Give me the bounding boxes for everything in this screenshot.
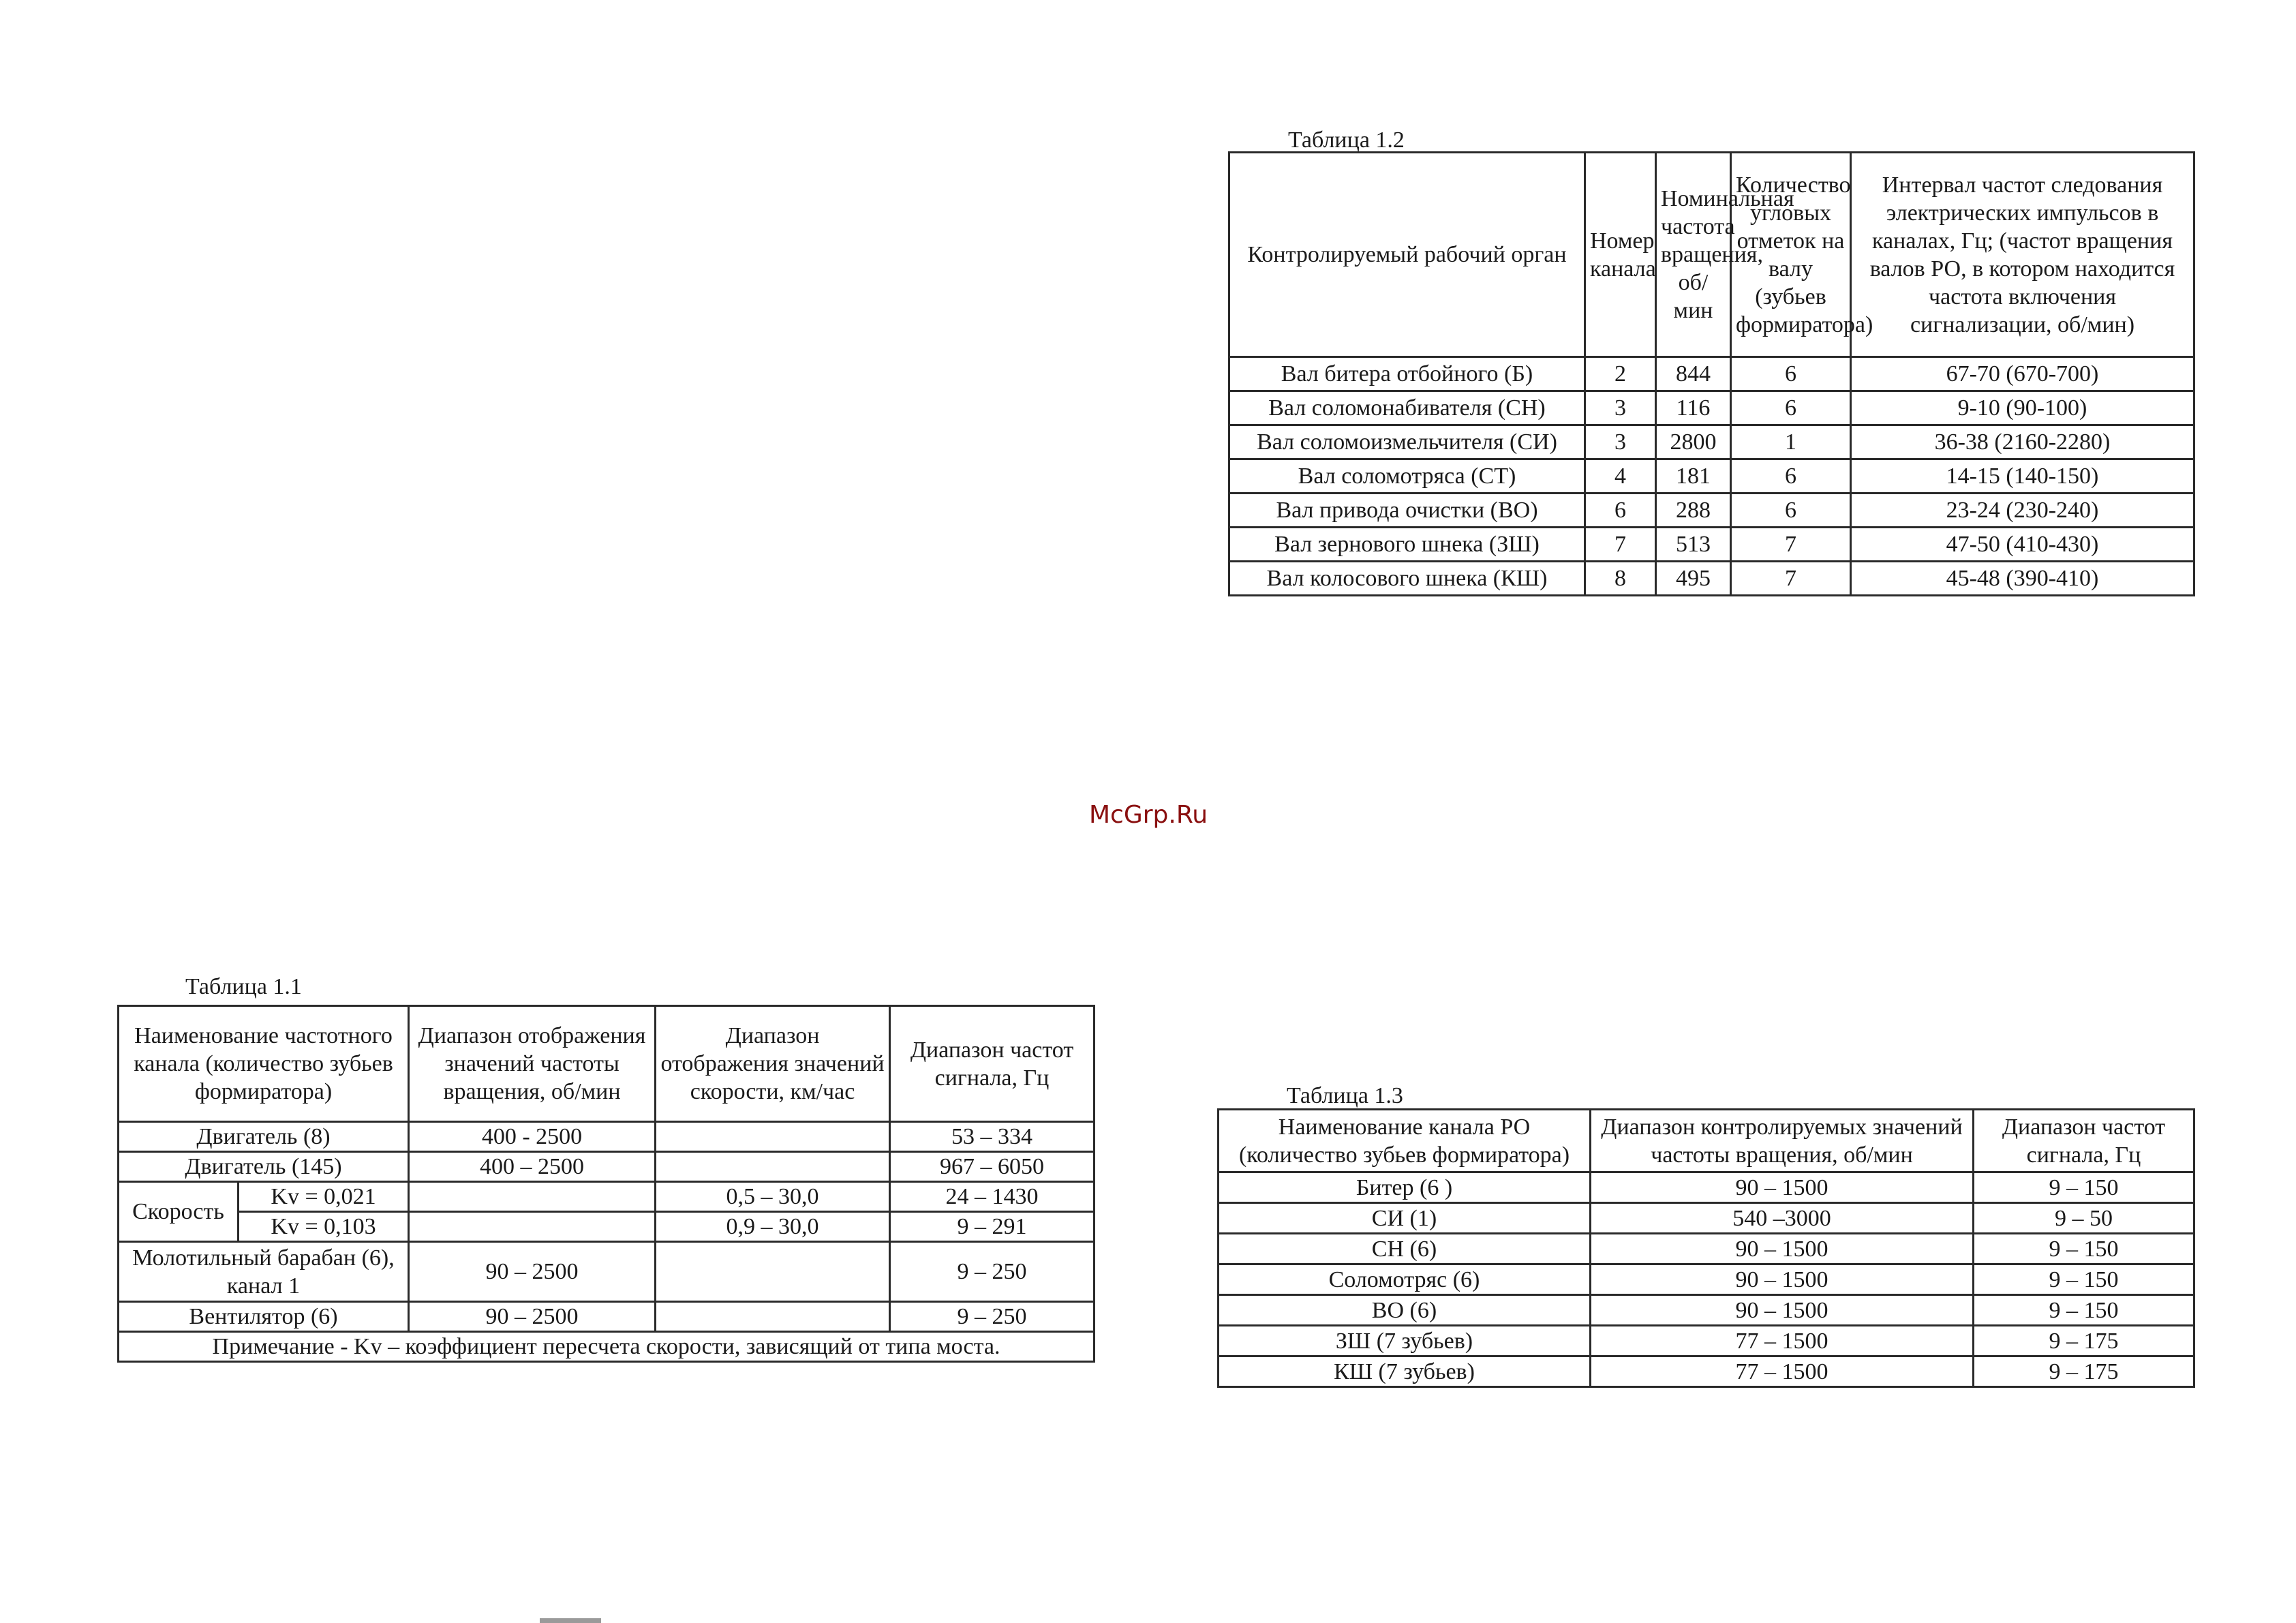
t12-cell: 45-48 (390-410) (1851, 562, 2194, 596)
t12-header-organ: Контролируемый рабочий орган (1229, 153, 1585, 357)
t12-cell: 8 (1585, 562, 1656, 596)
table-1-3 (1217, 1108, 2195, 1388)
t13-cell: Битер (6 ) (1219, 1172, 1591, 1203)
t12-cell: Вал битера отбойного (Б) (1229, 357, 1585, 391)
t13-cell: КШ (7 зубьев) (1219, 1356, 1591, 1387)
t12-cell: Вал соломоизмельчителя (СИ) (1229, 425, 1585, 459)
t13-cell: 9 – 50 (1974, 1203, 2194, 1234)
table-row (1229, 459, 2194, 494)
t13-cell: 77 – 1500 (1591, 1356, 1974, 1387)
table-1-2-caption: Таблица 1.2 (1288, 127, 1405, 153)
t11-cell (409, 1212, 656, 1242)
table-row (1219, 1203, 2194, 1234)
t12-cell: 2800 (1656, 425, 1731, 459)
t11-note: Примечание - Kv – коэффициент пересчета скорости, зависящий от типа моста. (119, 1332, 1095, 1362)
t12-cell: Вал соломонабивателя (СН) (1229, 391, 1585, 425)
table-row (1219, 1356, 2194, 1387)
t12-cell: 181 (1656, 459, 1731, 494)
t11-cell: 53 – 334 (890, 1122, 1095, 1152)
t13-cell: 90 – 1500 (1591, 1172, 1974, 1203)
t12-cell: 23-24 (230-240) (1851, 494, 2194, 528)
page-edge-mark (540, 1618, 601, 1623)
t11-cell: 9 – 291 (890, 1212, 1095, 1242)
table-1-3-caption: Таблица 1.3 (1287, 1083, 1403, 1108)
t13-header-channel-name: Наименование канала РО (количество зубьев формиратора) (1219, 1110, 1591, 1172)
t11-cell: 9 – 250 (890, 1302, 1095, 1332)
t12-cell: 495 (1656, 562, 1731, 596)
t11-cell: 0,9 – 30,0 (656, 1212, 890, 1242)
t12-cell: 3 (1585, 425, 1656, 459)
table-row (1229, 528, 2194, 562)
t11-header-frequency-range: Диапазон частот сигнала, Гц (890, 1006, 1095, 1122)
table-row (119, 1152, 1095, 1182)
t11-cell: 9 – 250 (890, 1242, 1095, 1302)
table-row (1219, 1295, 2194, 1326)
t11-cell (656, 1152, 890, 1182)
t12-cell: 7 (1731, 528, 1851, 562)
t13-cell: ЗШ (7 зубьев) (1219, 1326, 1591, 1356)
table-row (119, 1122, 1095, 1152)
t12-cell: 844 (1656, 357, 1731, 391)
table-row (1229, 494, 2194, 528)
t12-header-rpm: Номинальная частота вращения, об/мин (1656, 153, 1731, 357)
t12-cell: 6 (1731, 459, 1851, 494)
t13-cell: 90 – 1500 (1591, 1264, 1974, 1295)
t13-cell: 9 – 175 (1974, 1356, 2194, 1387)
t13-cell: ВО (6) (1219, 1295, 1591, 1326)
t11-cell (656, 1302, 890, 1332)
table-row (1229, 357, 2194, 391)
t13-cell: СН (6) (1219, 1234, 1591, 1264)
t12-cell: Вал соломотряса (СТ) (1229, 459, 1585, 494)
t11-header-speed-range: Диапазон отображения значений скорости, км/час (656, 1006, 890, 1122)
t11-cell: 400 - 2500 (409, 1122, 656, 1152)
t12-header-marks: Количество угловых отметок на валу (зубьев формиратора) (1731, 153, 1851, 357)
t12-header-interval: Интервал частот следования электрических импульсов в каналах, Гц; (частот вращения валов РО, в котором находится частота включения сигнализации, об/мин) (1851, 153, 2194, 357)
t11-speed-label: Скорость (119, 1182, 239, 1242)
t11-cell: 0,5 – 30,0 (656, 1182, 890, 1212)
t11-cell: Двигатель (145) (119, 1152, 409, 1182)
t12-header-channel: Номер канала (1585, 153, 1656, 357)
table-row (1229, 562, 2194, 596)
table-row (1219, 1264, 2194, 1295)
t12-cell: 67-70 (670-700) (1851, 357, 2194, 391)
table-1-1-header-row (119, 1006, 1095, 1122)
table-row (1229, 425, 2194, 459)
t11-cell (656, 1242, 890, 1302)
t12-cell: Вал привода очистки (ВО) (1229, 494, 1585, 528)
table-row (119, 1302, 1095, 1332)
t12-cell: 6 (1731, 391, 1851, 425)
table-1-1 (117, 1005, 1095, 1363)
table-row (1229, 391, 2194, 425)
t12-cell: 1 (1731, 425, 1851, 459)
t12-cell: 6 (1731, 357, 1851, 391)
t13-cell: Соломотряс (6) (1219, 1264, 1591, 1295)
t11-header-channel-name: Наименование частотного канала (количество зубьев формиратора) (119, 1006, 409, 1122)
t11-cell: Вентилятор (6) (119, 1302, 409, 1332)
t13-cell: СИ (1) (1219, 1203, 1591, 1234)
t12-cell: 4 (1585, 459, 1656, 494)
t13-cell: 90 – 1500 (1591, 1295, 1974, 1326)
t13-cell: 9 – 150 (1974, 1172, 2194, 1203)
t11-cell (656, 1122, 890, 1152)
t13-cell: 9 – 150 (1974, 1295, 2194, 1326)
t12-cell: 288 (1656, 494, 1731, 528)
t12-cell: Вал колосового шнека (КШ) (1229, 562, 1585, 596)
t13-header-frequency-range: Диапазон частот сигнала, Гц (1974, 1110, 2194, 1172)
table-1-2-header-row (1229, 153, 2194, 357)
t11-header-rpm-range: Диапазон отображения значений частоты вращения, об/мин (409, 1006, 656, 1122)
table-row (1219, 1326, 2194, 1356)
t11-cell: Kv = 0,021 (239, 1182, 409, 1212)
table-1-2 (1228, 151, 2195, 596)
table-note-row (119, 1332, 1095, 1362)
t13-header-rpm-range: Диапазон контролируемых значений частоты вращения, об/мин (1591, 1110, 1974, 1172)
table-row (1219, 1234, 2194, 1264)
t13-cell: 77 – 1500 (1591, 1326, 1974, 1356)
t11-cell: 967 – 6050 (890, 1152, 1095, 1182)
t12-cell: 9-10 (90-100) (1851, 391, 2194, 425)
t13-cell: 9 – 150 (1974, 1234, 2194, 1264)
t11-cell: Молотильный барабан (6), канал 1 (119, 1242, 409, 1302)
table-row (1219, 1172, 2194, 1203)
t12-cell: 2 (1585, 357, 1656, 391)
t12-cell: 7 (1585, 528, 1656, 562)
watermark-logo: McGrp.Ru (1089, 801, 1208, 829)
t12-cell: 513 (1656, 528, 1731, 562)
t11-cell: 400 – 2500 (409, 1152, 656, 1182)
t11-cell (409, 1182, 656, 1212)
t12-cell: 6 (1731, 494, 1851, 528)
t12-cell: 36-38 (2160-2280) (1851, 425, 2194, 459)
table-row (119, 1242, 1095, 1302)
t13-cell: 90 – 1500 (1591, 1234, 1974, 1264)
table-1-1-caption: Таблица 1.1 (185, 974, 302, 999)
t12-cell: Вал зернового шнека (ЗШ) (1229, 528, 1585, 562)
t13-cell: 9 – 150 (1974, 1264, 2194, 1295)
table-row (119, 1212, 1095, 1242)
t12-cell: 116 (1656, 391, 1731, 425)
t11-cell: 90 – 2500 (409, 1302, 656, 1332)
table-1-3-header-row (1219, 1110, 2194, 1172)
t13-cell: 9 – 175 (1974, 1326, 2194, 1356)
t13-cell: 540 –3000 (1591, 1203, 1974, 1234)
t12-cell: 47-50 (410-430) (1851, 528, 2194, 562)
t12-cell: 3 (1585, 391, 1656, 425)
table-row (119, 1182, 1095, 1212)
t12-cell: 14-15 (140-150) (1851, 459, 2194, 494)
t11-cell: 24 – 1430 (890, 1182, 1095, 1212)
t11-cell: 90 – 2500 (409, 1242, 656, 1302)
t12-cell: 6 (1585, 494, 1656, 528)
t11-cell: Kv = 0,103 (239, 1212, 409, 1242)
t12-cell: 7 (1731, 562, 1851, 596)
t11-cell: Двигатель (8) (119, 1122, 409, 1152)
